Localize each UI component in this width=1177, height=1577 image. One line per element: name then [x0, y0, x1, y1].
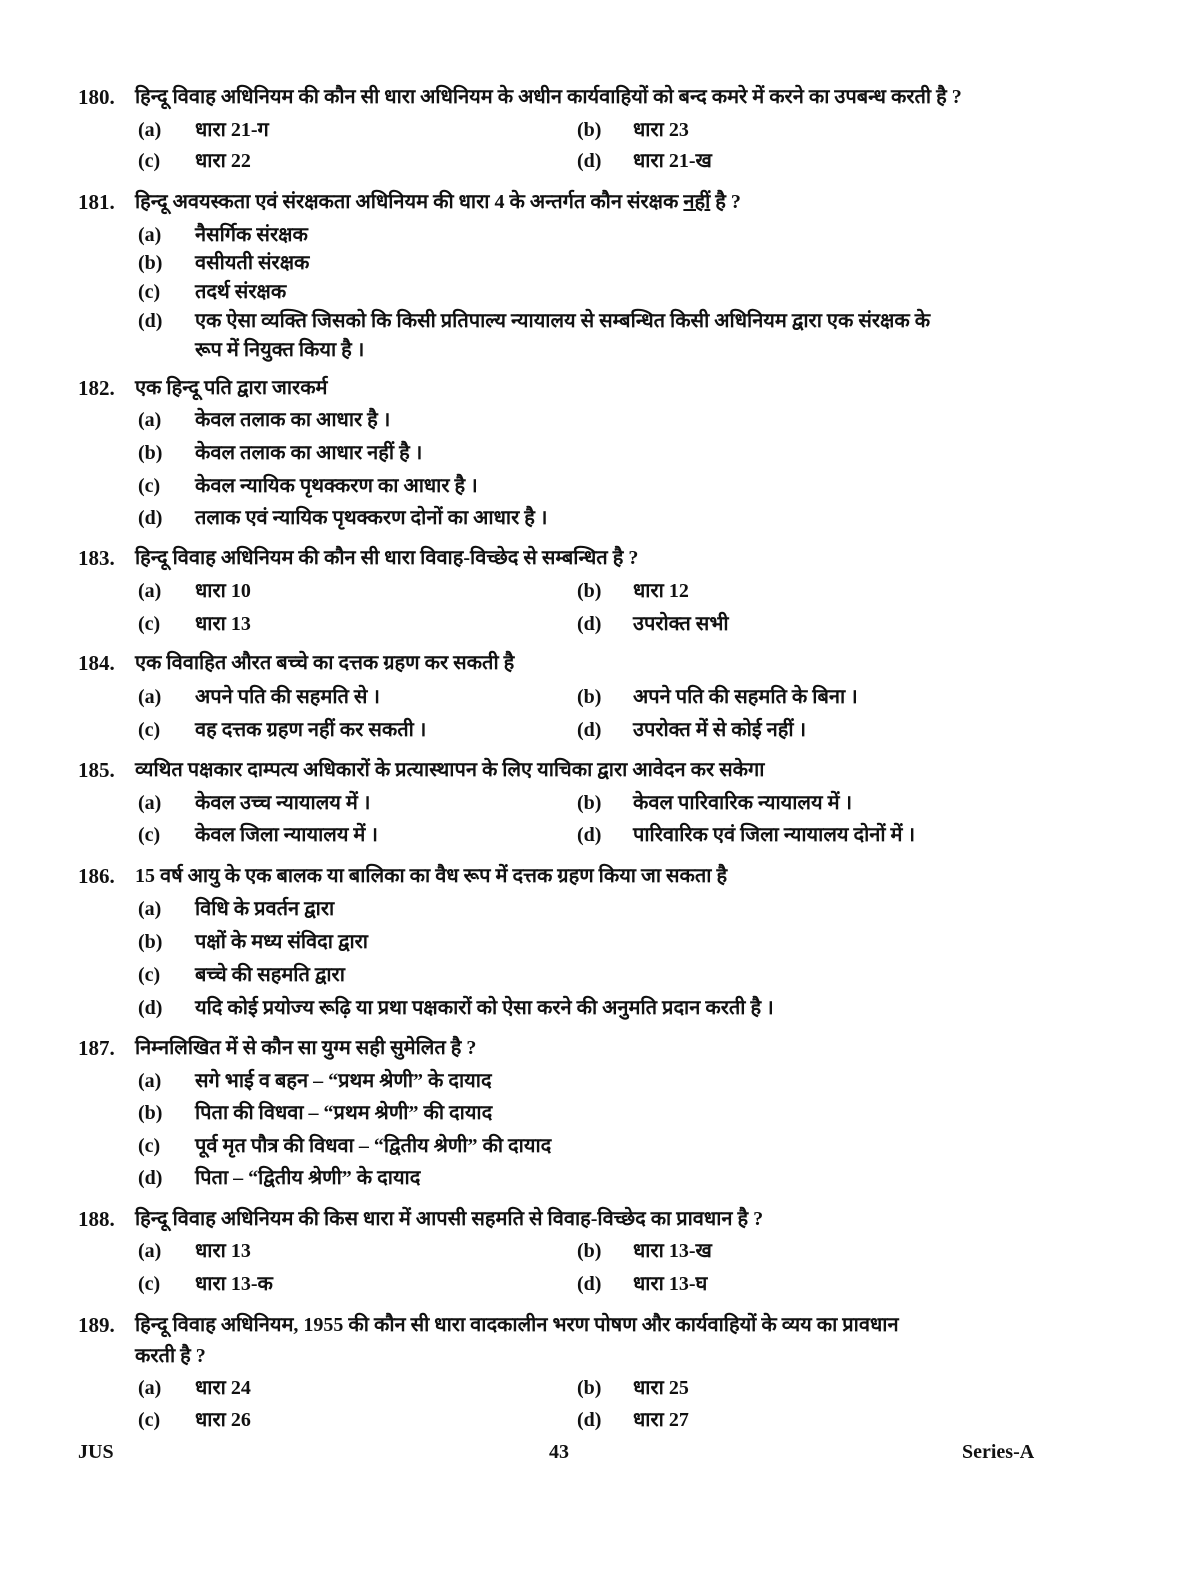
option-text: धारा 13 [195, 613, 251, 635]
option-text: बच्चे की सहमति द्वारा [195, 964, 345, 986]
question-text: हिन्दू विवाह अधिनियम की कौन सी धारा विवाह-विच्छेद से सम्बन्धित है ? [135, 547, 639, 569]
question-text: एक विवाहित औरत बच्चे का दत्तक ग्रहण कर सकती है [135, 652, 515, 674]
option-label: (d) [577, 150, 602, 172]
option-text: यदि कोई प्रयोज्य रूढ़ि या प्रथा पक्षकारों को ऐसा करने की अनुमति प्रदान करती है । [195, 997, 774, 1019]
option-text: पारिवारिक एवं जिला न्यायालय दोनों में । [633, 824, 916, 846]
question-number: 180. [78, 85, 115, 109]
option-label: (d) [138, 997, 163, 1019]
emphasis-text: नहीं [683, 191, 711, 213]
option-label: (b) [138, 252, 163, 274]
option-label: (d) [577, 1409, 602, 1431]
option-text: एक ऐसा व्यक्ति जिसको कि किसी प्रतिपाल्य न्यायालय से सम्बन्धित किसी अधिनियम द्वारा एक संरक्षक के [195, 310, 931, 332]
option-label: (a) [138, 1240, 162, 1262]
option-text-continued: रूप में नियुक्त किया है । [195, 339, 365, 361]
option-label: (b) [577, 1377, 602, 1399]
option-label: (b) [577, 792, 602, 814]
option-label: (b) [138, 442, 163, 464]
option-text: धारा 13-घ [633, 1273, 708, 1295]
option-label: (d) [138, 507, 163, 529]
question-number: 182. [78, 376, 115, 400]
option-label: (d) [577, 824, 602, 846]
option-label: (c) [138, 824, 161, 846]
question-number: 187. [78, 1036, 115, 1060]
option-label: (c) [138, 613, 161, 635]
question-number: 189. [78, 1313, 115, 1337]
option-text: धारा 27 [633, 1409, 689, 1431]
option-label: (a) [138, 1070, 162, 1092]
option-text: उपरोक्त सभी [633, 613, 729, 635]
question-number: 185. [78, 758, 115, 782]
option-text: धारा 13-ख [633, 1240, 712, 1262]
option-text: पक्षों के मध्य संविदा द्वारा [195, 931, 368, 953]
option-text: पिता की विधवा – “प्रथम श्रेणी” की दायाद [195, 1102, 493, 1124]
option-text: धारा 22 [195, 150, 251, 172]
option-text: वसीयती संरक्षक [195, 252, 310, 274]
question-text [135, 188, 741, 216]
option-text: विधि के प्रवर्तन द्वारा [195, 898, 335, 920]
option-text: पिता – “द्वितीय श्रेणी” के दायाद [195, 1167, 421, 1189]
option-text: केवल तलाक का आधार है । [195, 409, 391, 431]
option-text: अपने पति की सहमति से । [195, 686, 380, 708]
question-text: एक हिन्दू पति द्वारा जारकर्म [135, 377, 328, 399]
option-text: नैसर्गिक संरक्षक [195, 224, 308, 246]
option-label: (c) [138, 1273, 161, 1295]
question-text: हिन्दू विवाह अधिनियम, 1955 की कौन सी धारा वादकालीन भरण पोषण और कार्यवाहियों के व्यय का प्रावधान [135, 1314, 899, 1336]
option-text: धारा 13-क [195, 1273, 273, 1295]
option-label: (c) [138, 281, 161, 303]
option-text: धारा 25 [633, 1377, 689, 1399]
option-label: (a) [138, 224, 162, 246]
option-label: (b) [577, 580, 602, 602]
option-label: (b) [138, 931, 163, 953]
option-label: (c) [138, 475, 161, 497]
option-label: (c) [138, 1135, 161, 1157]
option-text: धारा 12 [633, 580, 689, 602]
option-text: तदर्थ संरक्षक [195, 281, 287, 303]
option-label: (d) [138, 310, 163, 332]
option-label: (b) [138, 1102, 163, 1124]
option-text: धारा 13 [195, 1240, 251, 1262]
option-label: (c) [138, 719, 161, 741]
question-text: करती है ? [135, 1345, 206, 1367]
option-text: केवल तलाक का आधार नहीं है । [195, 442, 423, 464]
option-label: (b) [577, 1240, 602, 1262]
option-label: (d) [577, 613, 602, 635]
option-label: (a) [138, 1377, 162, 1399]
option-text: अपने पति की सहमति के बिना । [633, 686, 858, 708]
question-text-part: है ? [710, 191, 741, 213]
option-text: केवल न्यायिक पृथक्करण का आधार है । [195, 475, 478, 497]
option-text: धारा 21-ग [195, 119, 269, 141]
question-number: 181. [78, 190, 115, 214]
option-label: (b) [577, 686, 602, 708]
option-text: वह दत्तक ग्रहण नहीं कर सकती । [195, 719, 427, 741]
option-text: धारा 21-ख [633, 150, 712, 172]
option-label: (a) [138, 792, 162, 814]
question-text-part: हिन्दू अवयस्कता एवं संरक्षकता अधिनियम की धारा 4 के अन्तर्गत कौन संरक्षक [135, 191, 684, 213]
question-number: 188. [78, 1207, 115, 1231]
footer-series: Series-A [962, 1441, 1035, 1463]
option-label: (d) [577, 719, 602, 741]
option-text: उपरोक्त में से कोई नहीं । [633, 719, 807, 741]
option-label: (a) [138, 119, 162, 141]
option-label: (a) [138, 686, 162, 708]
option-label: (c) [138, 964, 161, 986]
question-number: 186. [78, 864, 115, 888]
option-text: धारा 24 [195, 1377, 251, 1399]
option-label: (b) [577, 119, 602, 141]
option-text: धारा 26 [195, 1409, 251, 1431]
option-text: धारा 10 [195, 580, 251, 602]
option-text: धारा 23 [633, 119, 689, 141]
question-number: 183. [78, 546, 115, 570]
page-number: 43 [549, 1441, 569, 1463]
question-text: हिन्दू विवाह अधिनियम की किस धारा में आपसी सहमति से विवाह-विच्छेद का प्रावधान है ? [135, 1208, 764, 1230]
footer-code: JUS [78, 1441, 114, 1463]
option-text: पूर्व मृत पौत्र की विधवा – “द्वितीय श्रेणी” की दायाद [195, 1135, 552, 1157]
question-text: निम्नलिखित में से कौन सा युग्म सही सुमेलित है ? [135, 1037, 477, 1059]
question-text: हिन्दू विवाह अधिनियम की कौन सी धारा अधिनियम के अधीन कार्यवाहियों को बन्द कमरे में करने का उपबन्ध करती है ? [135, 86, 962, 108]
option-label: (d) [138, 1167, 163, 1189]
option-label: (d) [577, 1273, 602, 1295]
question-text: 15 वर्ष आयु के एक बालक या बालिका का वैध रूप में दत्तक ग्रहण किया जा सकता है [135, 865, 728, 887]
question-text: व्यथित पक्षकार दाम्पत्य अधिकारों के प्रत्यास्थापन के लिए याचिका द्वारा आवेदन कर सकेगा [135, 759, 765, 781]
option-label: (a) [138, 580, 162, 602]
option-text: तलाक एवं न्यायिक पृथक्करण दोनों का आधार है । [195, 507, 548, 529]
option-text: केवल जिला न्यायालय में । [195, 824, 378, 846]
option-text: सगे भाई व बहन – “प्रथम श्रेणी” के दायाद [195, 1070, 492, 1092]
option-text: केवल उच्च न्यायालय में । [195, 792, 371, 814]
option-label: (c) [138, 1409, 161, 1431]
option-text: केवल पारिवारिक न्यायालय में । [633, 792, 853, 814]
option-label: (a) [138, 898, 162, 920]
option-label: (c) [138, 150, 161, 172]
question-number: 184. [78, 651, 115, 675]
option-label: (a) [138, 409, 162, 431]
